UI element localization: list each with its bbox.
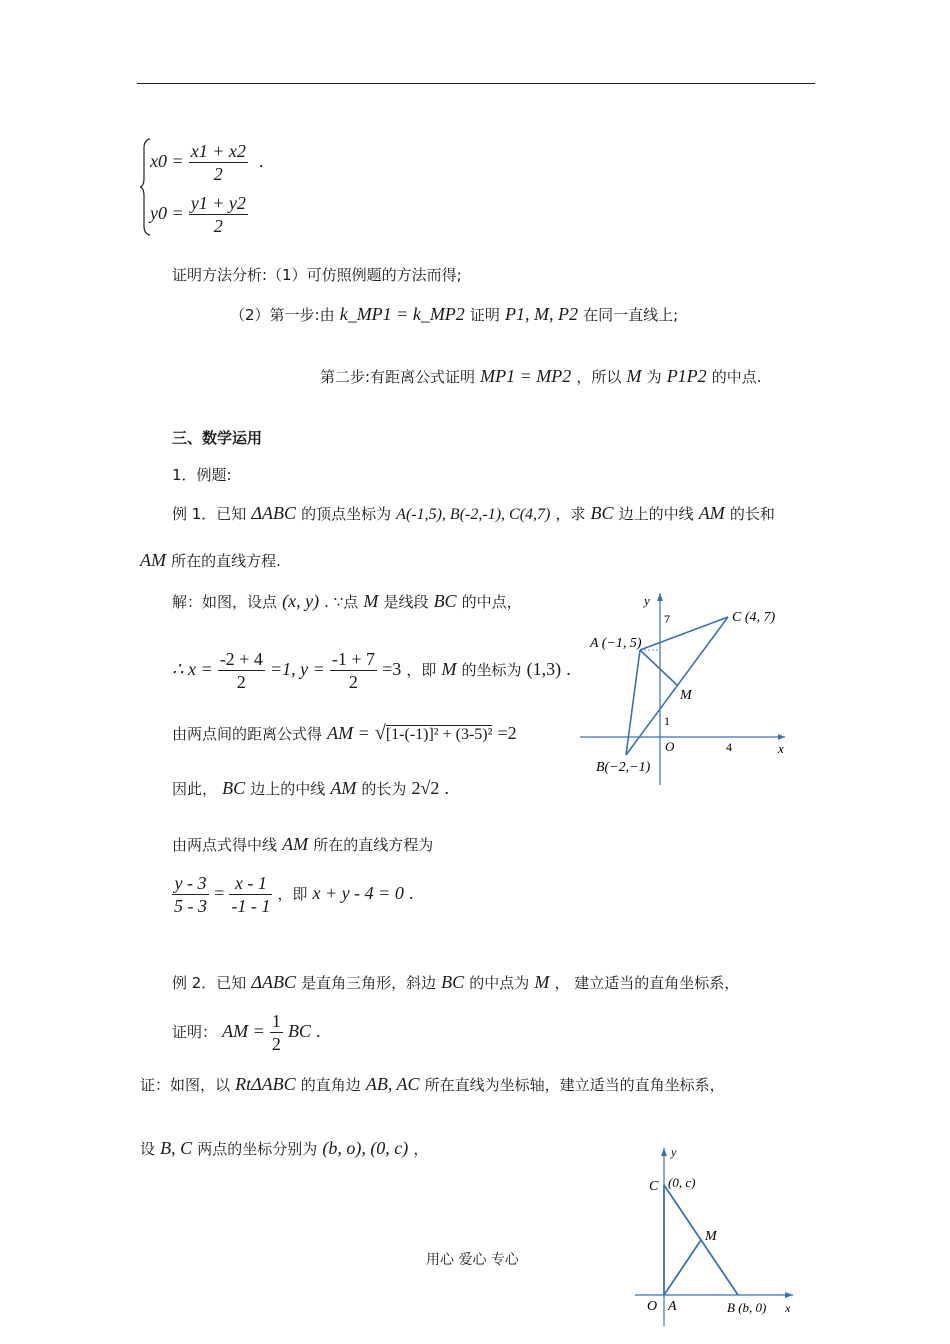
- sol1-frac-left-num: y - 3: [172, 872, 209, 895]
- ex1-bc: BC: [590, 503, 614, 523]
- sol1-x-num: -2 + 4: [219, 649, 263, 669]
- fig2-label-c-coords: (0, c): [668, 1175, 696, 1190]
- sol1-l1c: . ∵点: [324, 593, 359, 611]
- pf2-l2a: 设: [140, 1140, 156, 1158]
- sol1-bc2: BC: [222, 778, 246, 798]
- fig1-tick-1: 1: [664, 714, 670, 728]
- ex2-bc: BC: [441, 972, 465, 992]
- example2-proof-goal: [172, 1010, 321, 1055]
- pf2-l2c: 两点的坐标分别为: [197, 1140, 318, 1158]
- proof2-line2: [140, 1138, 428, 1159]
- analysis-points: P1, M, P2: [505, 304, 578, 324]
- sol1-m: M: [363, 591, 379, 611]
- solution1-line2: [172, 648, 571, 693]
- sol1-period3: .: [408, 883, 414, 903]
- sol1-l1e: 是线段: [383, 593, 429, 611]
- fig2-y-arrow: [661, 1148, 667, 1156]
- sol1-period2: .: [444, 778, 450, 798]
- ex2-p3: 的中点为: [469, 974, 530, 992]
- proof2-line1: [140, 1074, 725, 1095]
- fig1-x-arrow: [778, 734, 785, 740]
- fig1-side-ac: [640, 617, 728, 650]
- ex2-proof-label: 证明：: [172, 1023, 218, 1041]
- fig1-label-c: C (4, 7): [732, 610, 776, 625]
- ex2-triangle: ΔABC: [251, 972, 296, 992]
- x0-denominator: 2: [213, 164, 223, 184]
- fig2-x-arrow: [785, 1292, 793, 1298]
- x0-period: .: [258, 151, 264, 171]
- sol1-frac-right-den: -1 - 1: [231, 896, 271, 916]
- fig2-origin: O: [647, 1299, 658, 1314]
- sol1-l4a: 因此，: [172, 780, 218, 798]
- sol1-frac-right: [229, 872, 272, 917]
- fig1-origin: O: [665, 739, 675, 754]
- ex1-am: AM: [698, 503, 725, 523]
- ex1-coords: A(-1,5), B(-2,-1), C(4,7): [396, 506, 551, 523]
- ex2-p1: 例 2．已知: [172, 974, 247, 992]
- figure1: [580, 585, 795, 790]
- pf2-l1e: 所在直线为坐标轴，建立适当的直角坐标系，: [424, 1076, 725, 1094]
- ex2-m: M: [534, 972, 550, 992]
- page-footer: 用心 爱心 专心: [426, 1252, 519, 1268]
- fig2-label-b: B (b, 0): [727, 1300, 767, 1315]
- formula-x0: [150, 140, 263, 185]
- sol1-l4c: 边上的中线: [250, 780, 326, 798]
- analysis-slope-eq: k_MP1 = k_MP2: [339, 304, 465, 324]
- sol1-radicand: [1-(-1)]² + (3-5)²: [385, 726, 493, 743]
- pf2-l2e: ，: [413, 1140, 429, 1158]
- fig1-y-label: y: [644, 593, 650, 608]
- fig1-y-arrow: [657, 593, 663, 601]
- analysis-line2: [230, 304, 678, 325]
- ex2-half-den: 2: [271, 1034, 281, 1054]
- ex1-p6: 所在的直线方程.: [171, 552, 281, 570]
- pf2-points: B, C: [160, 1138, 193, 1158]
- x0-fraction: [189, 140, 248, 185]
- example2-statement: [172, 972, 739, 993]
- solution1-line3: 由两点间的距离公式得 AM = √[1-(-1)]² + (3-5)² =2: [172, 722, 517, 744]
- analysis-line2-mid: 证明: [469, 306, 500, 324]
- sol1-frac-left: [172, 872, 209, 917]
- sol1-am-result: =2: [497, 723, 517, 743]
- sol1-y-den: 2: [348, 672, 358, 692]
- sol1-line-eq: x + y - 4 = 0: [312, 883, 404, 903]
- sol1-y-result: =3: [382, 659, 402, 679]
- y0-lhs: y0 =: [150, 203, 184, 223]
- figure2: [635, 1140, 800, 1330]
- sol1-y-fraction: [330, 648, 377, 693]
- analysis-line1: 证明方法分析:（1）可仿照例题的方法而得;: [172, 266, 462, 284]
- analysis-line3-pre: 第二步:有距离公式证明: [320, 368, 476, 386]
- sol1-frac-left-den: 5 - 3: [174, 896, 207, 916]
- ex1-p1: 例 1．已知: [172, 505, 247, 523]
- section-subtitle: 1．例题:: [172, 466, 232, 484]
- sol1-m2: M: [441, 659, 457, 679]
- sol1-x-fraction: [218, 648, 265, 693]
- example1-statement-line2: [140, 550, 281, 571]
- pf2-l1c: 的直角边: [300, 1076, 361, 1094]
- sol1-l5c: 所在的直线方程为: [313, 836, 434, 854]
- y0-numerator: y1 + y2: [190, 193, 246, 213]
- x0-lhs: x0 =: [150, 151, 184, 171]
- fig1-median-am: [640, 650, 678, 686]
- ex1-p2: 的顶点坐标为: [301, 505, 392, 523]
- ex2-half-num: 1: [271, 1011, 281, 1031]
- ex2-proof-rhs: BC: [287, 1021, 311, 1041]
- sol1-l3a: 由两点间的距离公式得: [172, 725, 323, 743]
- header-rule: [137, 83, 815, 84]
- solution1-line5: [172, 834, 433, 855]
- fig2-median: [664, 1240, 701, 1295]
- fig2-y-label: y: [671, 1145, 677, 1159]
- sol1-l6b: ，即: [277, 885, 308, 903]
- sol1-l2f: 的坐标为: [461, 661, 522, 679]
- sol1-am3: AM: [282, 834, 309, 854]
- analysis-line2-post: 在同一直线上;: [583, 306, 679, 324]
- x0-numerator: x1 + x2: [190, 141, 246, 161]
- fig2-label-a: A: [668, 1299, 677, 1314]
- formula-y0: [150, 192, 248, 237]
- sol1-l1a: 解：如图，设点: [172, 593, 278, 611]
- y0-fraction: [189, 192, 248, 237]
- sol1-bc: BC: [433, 591, 457, 611]
- pf2-legs: AB, AC: [365, 1074, 420, 1094]
- sol1-point: (x, y): [282, 591, 320, 611]
- sol1-l1g: 的中点，: [461, 593, 522, 611]
- pf2-l1a: 证：如图，以: [140, 1076, 231, 1094]
- sol1-am-lhs: AM =: [327, 723, 370, 743]
- sol1-frac-right-num: x - 1: [229, 872, 272, 895]
- solution1-line4: [172, 778, 449, 799]
- section-title: 三、数学运用: [172, 429, 263, 447]
- analysis-line2-pre: （2）第一步:由: [230, 306, 335, 324]
- fig2-x-label: x: [785, 1301, 791, 1315]
- analysis-p1p2: P1P2: [666, 366, 707, 386]
- ex1-am2: AM: [140, 550, 166, 570]
- ex1-p5: 的长和: [729, 505, 775, 523]
- fig1-x-label: x: [778, 741, 784, 756]
- analysis-line3: [320, 366, 762, 387]
- example1-statement: [172, 503, 775, 524]
- fig1-label-m: M: [680, 688, 692, 703]
- sol1-frac-eq: =: [214, 883, 225, 903]
- analysis-line3-mid2: 为: [646, 368, 662, 386]
- sol1-am2: AM: [330, 778, 357, 798]
- sol1-x-den: 2: [236, 672, 246, 692]
- sol1-length: 2√2: [411, 778, 440, 798]
- ex2-p2: 是直角三角形，斜边: [301, 974, 437, 992]
- ex1-triangle: ΔABC: [251, 503, 296, 523]
- solution1-line1: [172, 591, 522, 612]
- sol1-l5a: 由两点式得中线: [172, 836, 278, 854]
- fig1-label-a: A (−1, 5): [590, 636, 642, 651]
- ex2-p4: ， 建立适当的直角坐标系，: [554, 974, 740, 992]
- ex1-p4: 边上的中线: [618, 505, 694, 523]
- ex2-half: [270, 1010, 283, 1055]
- analysis-line3-mid: ，所以: [576, 368, 622, 386]
- solution1-line6: [172, 872, 413, 917]
- analysis-line3-post: 的中点.: [711, 368, 762, 386]
- analysis-m: M: [626, 366, 642, 386]
- sol1-y-num: -1 + 7: [331, 649, 375, 669]
- fig1-tick-4: 4: [726, 740, 732, 754]
- sol1-l4e: 的长为: [361, 780, 407, 798]
- sol1-m-coords: (1,3): [526, 659, 562, 679]
- ex2-proof-lhs: AM =: [222, 1021, 265, 1041]
- fig1-label-b: B(−2,−1): [596, 760, 651, 775]
- sol1-y-lhs: =1, y =: [269, 659, 325, 679]
- fig2-label-c: C: [649, 1179, 659, 1194]
- ex2-proof-end: .: [316, 1021, 321, 1041]
- sol1-l2d: ，即: [406, 661, 437, 679]
- ex1-p3: ，求: [555, 505, 586, 523]
- analysis-distance-eq: MP1 = MP2: [480, 366, 572, 386]
- fig2-label-m: M: [705, 1229, 717, 1244]
- pf2-triangle: RtΔABC: [235, 1074, 296, 1094]
- pf2-coords: (b, o), (0, c): [322, 1138, 409, 1158]
- sol1-x-lhs: ∴ x =: [172, 659, 213, 679]
- sol1-period: .: [566, 659, 571, 679]
- y0-denominator: 2: [213, 216, 223, 236]
- fig1-tick-7: 7: [664, 612, 670, 626]
